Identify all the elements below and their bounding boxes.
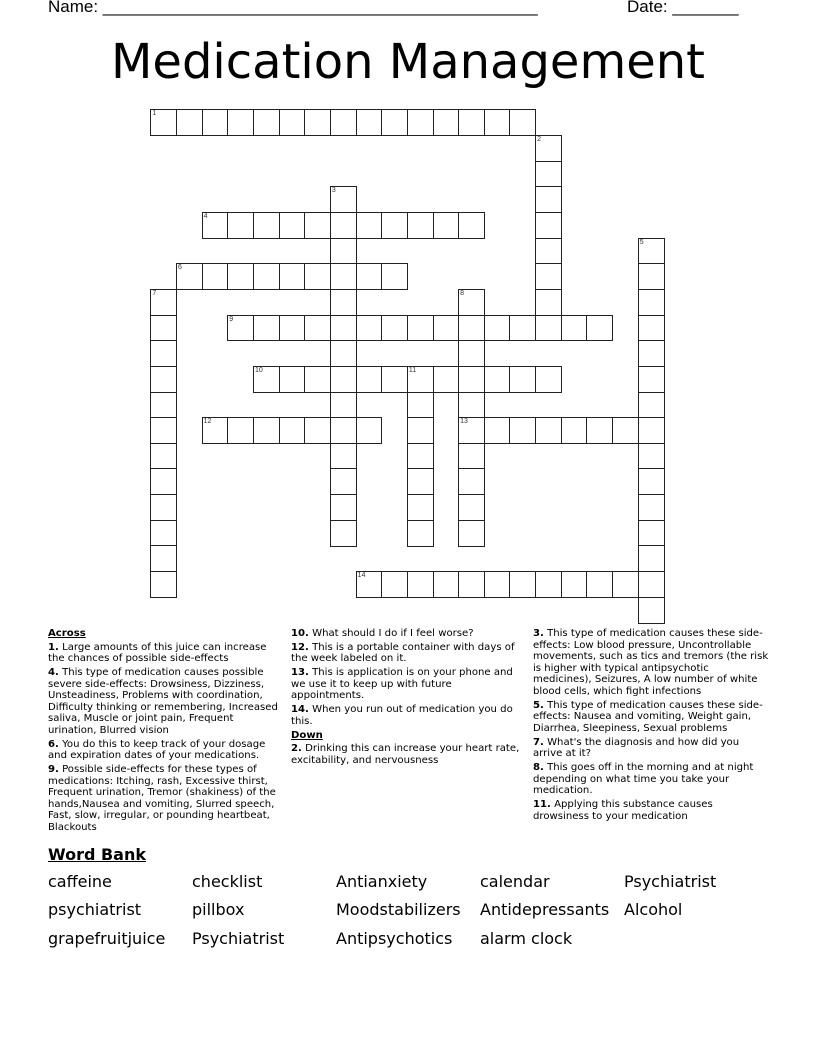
crossword-cell[interactable] — [612, 417, 639, 444]
crossword-cell[interactable] — [356, 315, 383, 342]
crossword-cell[interactable] — [458, 520, 485, 547]
crossword-cell[interactable] — [150, 571, 177, 598]
crossword-cell[interactable] — [535, 212, 562, 239]
crossword-cell[interactable] — [279, 212, 306, 239]
clue-number: 9 — [229, 315, 234, 323]
crossword-cell[interactable] — [150, 545, 177, 572]
crossword-cell[interactable] — [458, 392, 485, 419]
crossword-cell[interactable] — [150, 289, 177, 316]
crossword-cell[interactable] — [638, 468, 665, 495]
crossword-cell[interactable] — [381, 315, 408, 342]
clue-number: 11 — [408, 366, 417, 374]
clue-across-6: 6. You do this to keep track of your dosage and expiration dates of your medications. — [48, 738, 266, 762]
clue-number: 3 — [331, 187, 336, 195]
crossword-cell[interactable] — [330, 263, 357, 290]
date-label: Date: — [627, 0, 673, 16]
crossword-cell[interactable] — [279, 109, 306, 136]
crossword-cell[interactable] — [458, 340, 485, 367]
crossword-cell[interactable] — [484, 571, 511, 598]
crossword-cell[interactable] — [586, 571, 613, 598]
crossword-cell[interactable] — [458, 571, 485, 598]
crossword-cell[interactable] — [638, 366, 665, 393]
clue-across-14: 14. When you run out of medication you do this. — [291, 704, 513, 727]
crossword-cell[interactable] — [638, 545, 665, 572]
crossword-cell[interactable] — [535, 135, 562, 162]
crossword-cell[interactable] — [407, 109, 434, 136]
crossword-cell[interactable] — [330, 289, 357, 316]
crossword-cell[interactable] — [304, 263, 331, 290]
crossword-grid — [151, 110, 665, 624]
crossword-cell[interactable] — [638, 392, 665, 419]
crossword-cell[interactable] — [150, 468, 177, 495]
crossword-cell[interactable] — [509, 571, 536, 598]
crossword-cell[interactable] — [150, 340, 177, 367]
crossword-cell[interactable] — [612, 571, 639, 598]
crossword-cell[interactable] — [484, 417, 511, 444]
crossword-cell[interactable] — [150, 417, 177, 444]
clue-number: 8 — [460, 289, 465, 297]
clue-down-2: 2. Drinking this can increase your heart rate, excitability, and nervousness — [291, 743, 520, 766]
crossword-cell[interactable] — [330, 340, 357, 367]
crossword-cell[interactable] — [150, 520, 177, 547]
crossword-cell[interactable] — [407, 417, 434, 444]
crossword-cell[interactable] — [638, 417, 665, 444]
crossword-cell[interactable] — [304, 366, 331, 393]
clue-number: 2 — [537, 136, 542, 143]
crossword-cell[interactable] — [638, 494, 665, 521]
crossword-cell[interactable] — [535, 161, 562, 188]
across-heading: Across — [48, 628, 86, 639]
crossword-cell[interactable] — [484, 109, 511, 136]
crossword-cell[interactable] — [638, 238, 665, 265]
crossword-cell[interactable] — [227, 109, 254, 136]
crossword-cell[interactable] — [330, 186, 357, 213]
crossword-cell[interactable] — [176, 263, 203, 290]
name-line: ______________________________________________ — [102, 0, 538, 16]
crossword-cell[interactable] — [202, 109, 229, 136]
crossword-cell[interactable] — [330, 212, 357, 239]
crossword-cell[interactable] — [381, 109, 408, 136]
crossword-cell[interactable] — [356, 366, 383, 393]
crossword-cell[interactable] — [484, 366, 511, 393]
crossword-cell[interactable] — [638, 597, 665, 624]
crossword-cell[interactable] — [227, 212, 254, 239]
word-bank-item: Antipsychotics — [336, 929, 453, 948]
crossword-cell[interactable] — [561, 571, 588, 598]
crossword-cell[interactable] — [433, 212, 460, 239]
clue-number: 13 — [460, 418, 468, 426]
word-bank-item: Psychiatrist — [624, 872, 717, 891]
crossword-cell[interactable] — [330, 468, 357, 495]
crossword-cell[interactable] — [407, 315, 434, 342]
crossword-cell[interactable] — [638, 443, 665, 470]
crossword-cell[interactable] — [535, 571, 562, 598]
crossword-cell[interactable] — [535, 238, 562, 265]
crossword-cell[interactable] — [304, 212, 331, 239]
crossword-cell[interactable] — [433, 109, 460, 136]
crossword-cell[interactable] — [407, 443, 434, 470]
crossword-cell[interactable] — [330, 109, 357, 136]
crossword-cell[interactable] — [381, 571, 408, 598]
crossword-cell[interactable] — [458, 443, 485, 470]
crossword-cell[interactable] — [509, 315, 536, 342]
crossword-cell[interactable] — [407, 520, 434, 547]
crossword-cell[interactable] — [458, 494, 485, 521]
crossword-cell[interactable] — [509, 109, 536, 136]
crossword-cell[interactable] — [638, 520, 665, 547]
crossword-cell[interactable] — [407, 392, 434, 419]
clue-number: 5 — [639, 238, 644, 246]
crossword-cell[interactable] — [279, 315, 306, 342]
crossword-cell[interactable] — [330, 443, 357, 470]
crossword-cell[interactable] — [356, 109, 383, 136]
crossword-cell[interactable] — [433, 571, 460, 598]
clue-across-1: 1. Large amounts of this juice can increase the chances of possible side-effects — [48, 641, 267, 665]
crossword-cell[interactable] — [535, 186, 562, 213]
clue-number: 10 — [254, 366, 263, 374]
crossword-cell[interactable] — [535, 366, 562, 393]
crossword-cell[interactable] — [330, 520, 357, 547]
crossword-cell[interactable] — [638, 315, 665, 342]
word-bank-title: Word Bank — [48, 845, 147, 864]
crossword-cell[interactable] — [330, 392, 357, 419]
crossword-cell[interactable] — [279, 366, 306, 393]
word-bank-item: calendar — [480, 872, 550, 891]
crossword-cell[interactable] — [227, 263, 254, 290]
crossword-cell[interactable] — [458, 315, 485, 342]
clue-across-13: 13. This is application is on your phone and we use it to keep up with future appointments. — [291, 667, 513, 702]
page-title: Medication Management — [111, 34, 705, 90]
crossword-cell[interactable] — [330, 417, 357, 444]
clues-column-3 — [533, 628, 769, 824]
crossword-cell[interactable] — [330, 315, 357, 342]
crossword-cell[interactable] — [561, 315, 588, 342]
crossword-cell[interactable] — [176, 109, 203, 136]
crossword-cell[interactable] — [150, 494, 177, 521]
crossword-cell[interactable] — [330, 238, 357, 265]
crossword-cell[interactable] — [150, 109, 177, 136]
word-bank-item: pillbox — [192, 900, 245, 919]
word-bank-item: grapefruitjuice — [48, 929, 166, 948]
crossword-cell[interactable] — [638, 571, 665, 598]
crossword-cell[interactable] — [458, 212, 485, 239]
clue-down-8: 8. This goes off in the morning and at night depending on what time you take your medication. — [533, 762, 754, 797]
crossword-cell[interactable] — [407, 494, 434, 521]
clue-down-3: 3. This type of medication causes these side-effects: Low blood pressure, Uncontrollable movements, such as tics and tremors (the risk is higher with typical antipsychotic medicines), Seizures, A low number of white blood cells, which fight infections — [533, 628, 769, 697]
crossword-cell[interactable] — [509, 417, 536, 444]
date-line: _______ — [672, 0, 739, 16]
crossword-cell[interactable] — [433, 366, 460, 393]
clue-number: 4 — [203, 212, 208, 220]
clue-number: 14 — [357, 572, 366, 580]
word-bank-item: Antidepressants — [480, 900, 610, 919]
crossword-cell[interactable] — [253, 315, 280, 342]
crossword-cell[interactable] — [381, 263, 408, 290]
clue-number: 1 — [152, 110, 157, 118]
crossword-cell[interactable] — [202, 212, 229, 239]
crossword-cell[interactable] — [253, 109, 280, 136]
crossword-cell[interactable] — [202, 417, 229, 444]
crossword-cell[interactable] — [356, 263, 383, 290]
clue-across-9: 9. Possible side-effects for these types of medications: Itching, rash, Excessive thirst, Frequent urination, Tremor (shakiness) of the hands,Nausea and vomiting, Slurred speech, Fast, slow, irregular, or pounding heartbeat, Blackouts — [48, 764, 276, 834]
clue-number: 12 — [203, 418, 212, 426]
crossword-cell[interactable] — [638, 289, 665, 316]
crossword-cell[interactable] — [253, 417, 280, 444]
crossword-cell[interactable] — [356, 571, 383, 598]
crossword-cell[interactable] — [253, 263, 280, 290]
crossword-cell[interactable] — [381, 212, 408, 239]
word-bank-item: alarm clock — [480, 929, 573, 948]
clue-across-12: 12. This is a portable container with days of the week labeled on it. — [291, 641, 515, 665]
crossword-cell[interactable] — [150, 366, 177, 393]
crossword-cell[interactable] — [407, 571, 434, 598]
crossword-cell[interactable] — [279, 417, 306, 444]
word-bank-item: psychiatrist — [48, 900, 142, 919]
clues-column-2 — [291, 628, 523, 768]
name-label: Name: — [48, 0, 103, 16]
crossword-cell[interactable] — [638, 263, 665, 290]
crossword-cell[interactable] — [407, 468, 434, 495]
clue-down-11: 11. Applying this substance causes drowsiness to your medication — [533, 799, 713, 822]
clue-down-5: 5. This type of medication causes these side-effects: Nausea and vomiting, Weight gain, Diarrhea, Sleepiness, Sexual problems — [533, 699, 763, 734]
crossword-cell[interactable] — [304, 109, 331, 136]
crossword-cell[interactable] — [202, 263, 229, 290]
crossword-cell[interactable] — [279, 263, 306, 290]
crossword-cell[interactable] — [227, 417, 254, 444]
crossword-cell[interactable] — [253, 212, 280, 239]
word-bank-item: checklist — [192, 872, 263, 891]
word-bank-item: Alcohol — [624, 900, 683, 919]
crossword-cell[interactable] — [227, 315, 254, 342]
down-heading: Down — [291, 729, 323, 741]
crossword-cell[interactable] — [458, 468, 485, 495]
clue-number: 6 — [178, 264, 182, 272]
crossword-cell[interactable] — [509, 366, 536, 393]
crossword-cell[interactable] — [356, 212, 383, 239]
clue-across-4: 4. This type of medication causes possible severe side-effects: Drowsiness, Dizziness, Unsteadiness, Problems with coordination, Difficulty thinking or remembering, Increased saliva, Muscle or joint pain, Frequent urination, Blurred vision — [48, 666, 278, 736]
crossword-cell[interactable] — [356, 417, 383, 444]
crossword-cell[interactable] — [458, 289, 485, 316]
crossword-cell[interactable] — [330, 494, 357, 521]
crossword-cell[interactable] — [535, 263, 562, 290]
crossword-cell[interactable] — [458, 109, 485, 136]
crossword-cell[interactable] — [304, 315, 331, 342]
crossword-cell[interactable] — [304, 417, 331, 444]
clue-down-7: 7. What's the diagnosis and how did you arrive at it? — [533, 736, 740, 760]
date-field[interactable] — [627, 0, 739, 17]
crossword-cell[interactable] — [458, 366, 485, 393]
crossword-cell[interactable] — [433, 315, 460, 342]
crossword-cell[interactable] — [535, 289, 562, 316]
crossword-cell[interactable] — [330, 366, 357, 393]
crossword-cell[interactable] — [150, 392, 177, 419]
crossword-cell[interactable] — [381, 366, 408, 393]
crossword-cell[interactable] — [638, 340, 665, 367]
crossword-cell[interactable] — [586, 417, 613, 444]
word-bank-item: Antianxiety — [336, 872, 428, 891]
clues-column-1 — [48, 628, 280, 836]
crossword-cell[interactable] — [407, 212, 434, 239]
word-bank-item: Moodstabilizers — [336, 900, 461, 919]
crossword-cell[interactable] — [561, 417, 588, 444]
crossword-cell[interactable] — [253, 366, 280, 393]
crossword-cell[interactable] — [458, 417, 485, 444]
crossword-cell[interactable] — [535, 417, 562, 444]
name-field[interactable] — [48, 0, 538, 17]
clue-across-10: 10. What should I do if I feel worse? — [291, 628, 474, 639]
clue-number: 7 — [152, 289, 157, 297]
word-bank-item: caffeine — [48, 872, 112, 891]
crossword-cell[interactable] — [484, 315, 511, 342]
word-bank-item: Psychiatrist — [192, 929, 285, 948]
crossword-cell[interactable] — [150, 315, 177, 342]
crossword-cell[interactable] — [150, 443, 177, 470]
crossword-cell[interactable] — [535, 315, 562, 342]
crossword-cell[interactable] — [586, 315, 613, 342]
crossword-cell[interactable] — [407, 366, 434, 393]
